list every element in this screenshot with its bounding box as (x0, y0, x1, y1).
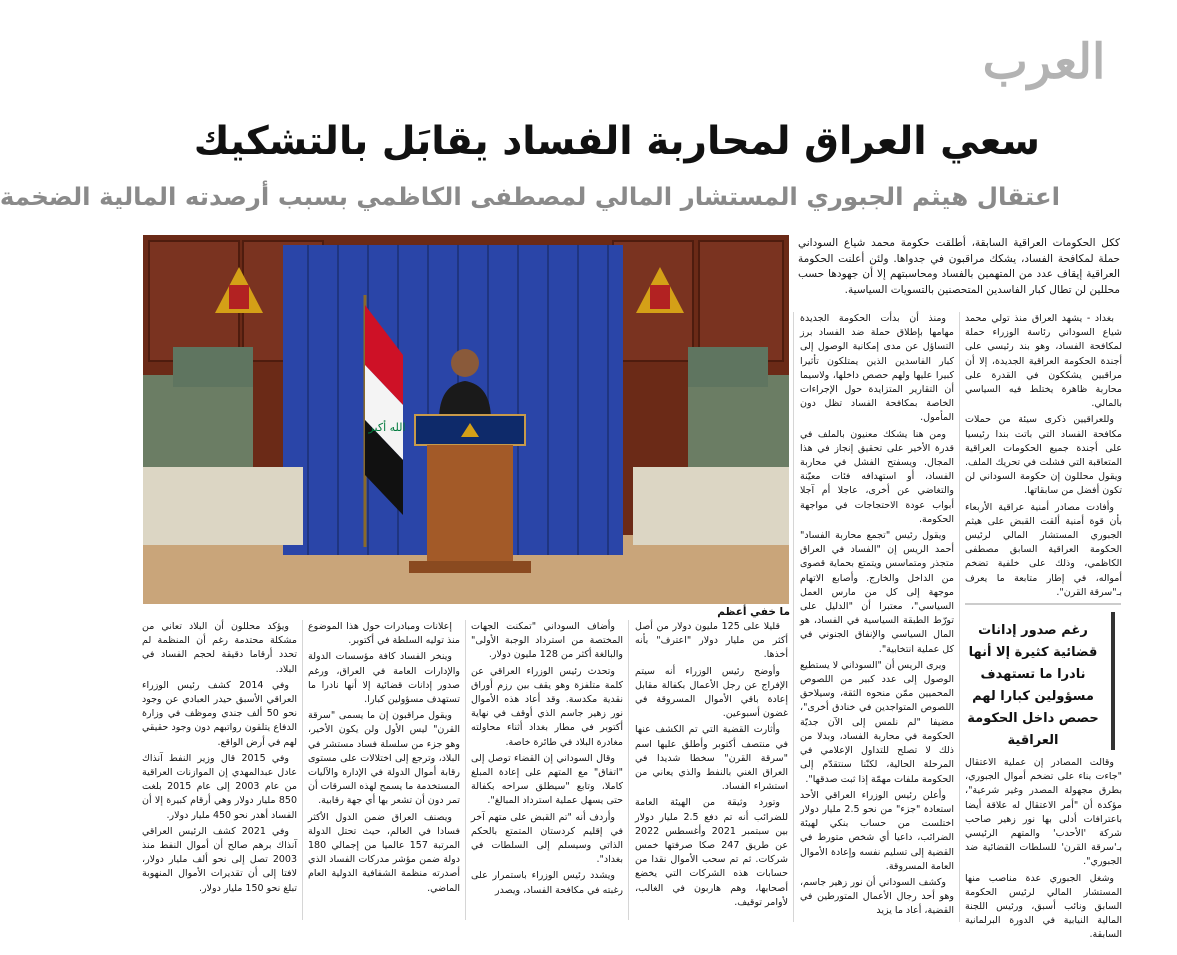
paragraph: وينخر الفساد كافة مؤسسات الدولة والإدارات العامة في العراق، ورغم صدور إدانات قضائية إلا أنها نادرا ما تستهدف مسؤولين كبارا. (308, 651, 460, 706)
paragraph: وأعلن رئيس الوزراء العراقي الأحد استعادة "جزء" من نحو 2.5 مليار دولار اختلست من حساب بنكي لهيئة الضرائب، داعيا أي شخص متورط في القضية إلى تسليم نفسه وإعادة الأموال العامة المسروقة. (800, 789, 954, 872)
paragraph: وتحدث رئيس الوزراء العراقي عن كلمة متلفزة وهو يقف بين رزم أوراق نقدية مكدسة. وقد أعاد هذه الأموال نور زهير جاسم الذي أوقف في نهاية أكتوبر في مطار بغداد أثناء محاولته مغادرة البلاد في طائرة خاصة. (471, 665, 623, 748)
article-column-2 (800, 312, 954, 924)
paragraph: ويصنف العراق ضمن الدول الأكثر فسادا في العالم، حيث تحتل الدولة المرتبة 157 عالميا من إجمالي 180 دولة ضمن مؤشر مدركات الفساد الذي أصدرته منظمة الشفافية الدولية العام الماضي. (308, 811, 460, 894)
article-column-1 (965, 312, 1122, 602)
article-column-6 (142, 620, 297, 922)
paragraph: وتورد وثيقة من الهيئة العامة للضرائب أنه تم دفع 2.5 مليار دولار بين سبتمبر 2021 وأغسطس 2022 عن طريق 247 صكا صرفتها خمس شركات. ثم تم سحب الأموال نقدا من حسابات هذه الشركات التي يخضع أصحابها، وهم هاربون في الغالب، لأوامر توقيف. (635, 797, 789, 908)
photo-caption: ما خفي أعظم (717, 606, 790, 618)
headline: سعي العراق لمحاربة الفساد يقابَل بالتشكيك (193, 119, 1040, 164)
paragraph: ويؤكد محللون أن البلاد تعاني من مشكلة محتدمة رغم أن المنظمة لم تحدد أرقاما دقيقة لحجم الفساد في البلاد. (142, 621, 297, 675)
paragraph: إعلانات ومبادرات حول هذا الموضوع منذ توليه السلطة في أكتوبر. (308, 621, 460, 647)
column-divider (465, 620, 466, 920)
pullquote: رغم صدور إدانات قضائية كثيرة إلا أنها نادرا ما تستهدف مسؤولين كبارا لهم حصص داخل الحكومة العراقية (965, 612, 1115, 750)
article-column-1-continued (965, 756, 1122, 941)
pullquote-rule (965, 603, 1121, 605)
flag-inscription: الله أكبر (368, 421, 406, 434)
newspaper-masthead-logo: العرب (982, 34, 1106, 90)
paragraph: وفي 2015 قال وزير النفط آنذاك عادل عبدالمهدي إن الموازنات العراقية من عام 2003 إلى عام 2015 بلغت 850 مليار دولار وهي أرقام كبيرة إلا أن الفساد أهدر نحو 450 مليار دولار. (142, 752, 297, 821)
article-column-4 (471, 620, 623, 922)
column-divider (628, 620, 629, 920)
article-intro: ككل الحكومات العراقية السابقة، أطلقت حكومة محمد شياع السوداني حملة لمكافحة الفساد، يشكك مراقبون في جدواها. ولئن أعلنت الحكومة العراقية إيقاف عدد من المتهمين بالفساد ومحاسبتهم إلا أن جهودها حسب محللين لن تطال كبار الفاسدين المتحصنين بالتسويات السياسية. (798, 237, 1120, 296)
paragraph: وأوضح رئيس الوزراء أنه سيتم الإفراج عن رجل الأعمال بكفالة مقابل إعادة باقي الأموال المسروقة في غضون أسبوعين. (635, 665, 788, 720)
paragraph: ويشدد رئيس الوزراء باستمرار على رغبته في مكافحة الفساد، ويصدر (471, 870, 623, 896)
paragraph: قليلا على 125 مليون دولار من أصل أكثر من مليار دولار "اعترف" بأنه أخذها. (635, 621, 788, 661)
article-column-3 (635, 620, 788, 922)
subheadline: اعتقال هيثم الجبوري المستشار المالي لمصطفى الكاظمي بسبب أرصدته المالية الضخمة (0, 182, 1060, 211)
paragraph: وأثارت القضية التي تم الكشف عنها في منتصف أكتوبر وأطلق عليها اسم "سرقة القرن" سخطا شديدا في العراق الغني بالنفط والذي يعاني من استشراء الفساد. (635, 724, 788, 793)
paragraph: وللعراقيين ذكرى سيئة من حملات مكافحة الفساد التي باتت بندا رئيسيا على أجندة جميع الحكومات العراقية المتعاقبة التي فشلت في تحريك الملف. ويقول محللون إن حكومة السوداني لن تكون أفضل من سابقاتها. (965, 414, 1122, 497)
paragraph: وشغل الجبوري عدة مناصب منها المستشار المالي لرئيس الحكومة السابق ونائب أسبق، ورئيس اللجنة المالية النيابية في الدورة البرلمانية السابقة. (965, 872, 1122, 941)
column-divider (959, 312, 960, 922)
press-conference-photo (143, 235, 789, 604)
article-column-5 (308, 620, 460, 922)
paragraph: وقالت المصادر إن عملية الاعتقال "جاءت بناء على تضخم أموال الجبوري، بطرق مجهولة المصدر وغير شرعية"، مؤكدة أن "أمر الاعتقال له علاقة أيضا باعترافات أدلى بها نور زهير صاحب شركة 'الأحدب' والمتهم الرئيسي بـ'سرقة القرن' للسلطات القضائية ضد الجبوري". (965, 757, 1122, 868)
paragraph: وأفادت مصادر أمنية عراقية الأربعاء بأن قوة أمنية ألقت القبض على هيثم الجبوري المستشار المالي لرئيس الحكومة العراقية السابق مصطفى الكاظمي، وذلك على خلفية تضخم أمواله، في إطار متابعة ما يعرف بـ"سرقة القرن". (965, 501, 1122, 598)
paragraph: وأضاف السوداني "تمكنت الجهات المختصة من استرداد الوجبة الأولى" والبالغة أكثر من 128 مليون دولار. (471, 621, 623, 661)
paragraph: بغداد - يشهد العراق منذ تولي محمد شياع السوداني رئاسة الوزراء حملة لمكافحة الفساد، وهو بند رئيسي على أجندة الحكومة العراقية الجديدة، إلا أن مراقبين يشككون في القدرة على محاربة ظاهرة يختلط فيه السياسي بالمالي. (965, 313, 1122, 410)
paragraph: وقال السوداني إن القضاء توصل إلى "اتفاق" مع المتهم على إعادة المبلغ كاملا، وتابع "سيطلق سراحه بكفالة حتى يسهل عملية استرداد المبالغ". (471, 752, 623, 807)
column-divider (793, 312, 794, 922)
paragraph: وأردف أنه "تم القبض على متهم آخر في إقليم كردستان المتمتع بالحكم الذاتي وسيسلم إلى السلطات في بغداد". (471, 811, 623, 866)
paragraph: ويرى الريس أن "السوداني لا يستطيع الوصول إلى عدد كبير من اللصوص المحميين ممّن منحوه الثقة، وسيلاحق اللصوص المتواجدين في خنادق أخرى"، مضيفا "لم نلمس إلى الآن جديّة الحكومة في محاربة الفساد، وبدلا من ذلك لا تصلح للتداول الإعلامي في المرحلة الحالية، لكنّنا سنتقدّم إلى الحكومة ملفات مهمّة إذا ثبت صدقها". (800, 659, 954, 785)
paragraph: ومنذ أن بدأت الحكومة الجديدة مهامها بإطلاق حملة ضد الفساد برز التساؤل عن مدى إمكانية الوصول إلى كبار الفاسدين الذين يمتلكون تأثيرا كبيرا عليها ولهم حصص داخلها، ولاسيما أن التقارير المتزايدة حول الإجراءات الخاصة بمكافحة الفساد تظل دون المأمول. (800, 313, 954, 424)
column-divider (302, 620, 303, 920)
paragraph: وفي 2021 كشف الرئيس العراقي آنذاك برهم صالح أن أموال النفط منذ 2003 تصل إلى نحو ألف مليار دولار، لافتا إلى أن تقديرات الأموال المنهوبة تبلغ نحو 150 مليار دولار. (142, 825, 297, 894)
paragraph: ويقول رئيس "تجمع محاربة الفساد" أحمد الريس إن "الفساد في العراق متجذر ومتماسس ويتمتع بحماية قصوى من الداخل والخارج. وأصابع الاتهام موجهة إلى كل من مارس العمل السياسي"، معتبرا أن "الدليل على تورّط الطبقة السياسية في الفساد، هو المال السياسي والإنفاق الجنوني في كل عملية انتخابية". (800, 530, 954, 655)
paragraph: وفي 2014 كشف رئيس الوزراء العراقي الأسبق حيدر العبادي عن وجود نحو 50 ألف جندي وموظف في وزارة الدفاع يتلقون رواتبهم دون وجود حقيقي لهم في أرض الواقع. (142, 679, 297, 748)
paragraph: ويقول مراقبون إن ما يسمى "سرقة القرن" ليس الأول ولن يكون الأخير، وهو جزء من سلسلة فساد مستشر في البلاد، وترجع إلى اختلالات على مستوى رقابة أموال الدولة في الإدارة والآليات المستخدمة ما يسمح لهذه السرقات أن تمر دون أن تشعر بها أي جهة رقابية. (308, 710, 460, 807)
paragraph: وكشف السوداني أن نور زهير جاسم، وهو أحد رجال الأعمال المتورطين في القضية، أعاد ما يزيد (800, 876, 954, 917)
paragraph: ومن هنا يشكك معنيون بالملف في قدرة الأخير على تحقيق إنجاز في هذا المجال. ويسفتح الفشل في محاربة الفساد، أو استهدافه فئات معيّنة والتغاضي عن أخرى، عاجلا أم آجلا أبواب عودة الاحتجاجات في مواجهة الحكومة. (800, 428, 954, 525)
podium (409, 415, 531, 573)
